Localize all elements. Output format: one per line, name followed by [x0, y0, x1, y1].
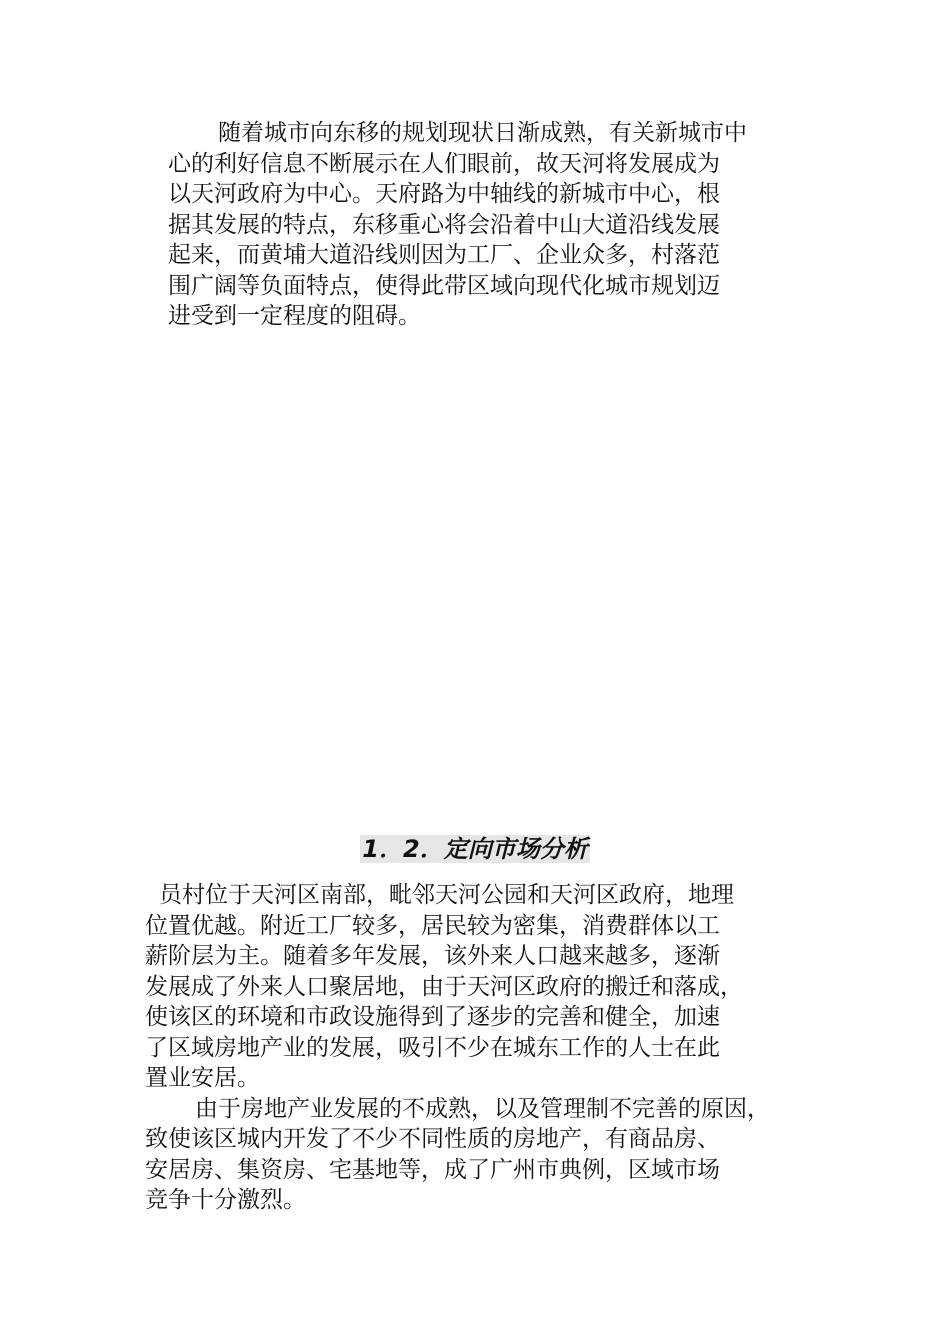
paragraph-line: 起来，而黄埔大道沿线则因为工厂、企业众多，村落范: [168, 242, 720, 268]
section-heading: [0, 832, 950, 866]
paragraph-line: 心的利好信息不断展示在人们眼前，故天河将发展成为: [168, 150, 720, 177]
paragraph-new-city-center: [168, 118, 747, 332]
paragraph-line: 员村位于天河区南部，毗邻天河公园和天河区政府，地理: [159, 882, 734, 908]
paragraph-line: 薪阶层为主。随着多年发展，该外来人口越来越多，逐渐: [145, 943, 720, 969]
paragraph-line: 以天河政府为中心。天府路为中轴线的新城市中心，根: [168, 181, 720, 207]
section-heading-text: 1．2．定向市场分析: [362, 835, 588, 863]
paragraph-line: 围广阔等负面特点，使得此带区域向现代化城市规划迈: [168, 272, 720, 299]
paragraph-line: 发展成了外来人口聚居地，由于天河区政府的搬迁和落成，: [145, 973, 743, 1000]
paragraph-line: 使该区的环境和市政设施得到了逐步的完善和健全，加速: [145, 1004, 720, 1030]
paragraph-line: 随着城市向东移的规划现状日渐成熟，有关新城市中: [218, 120, 747, 146]
paragraph-line: 置业安居。: [145, 1065, 260, 1091]
paragraph-line: 竞争十分激烈。: [145, 1187, 306, 1213]
paragraph-line: 据其发展的特点，东移重心将会沿着中山大道沿线发展: [168, 211, 720, 238]
paragraph-line: 位置优越。附近工厂较多，居民较为密集，消费群体以工: [145, 912, 720, 939]
paragraph-market-analysis: [145, 880, 770, 1216]
paragraph-line: 致使该区城内开发了不少不同性质的房地产，有商品房、: [145, 1126, 720, 1152]
paragraph-line: 安居房、集资房、宅基地等，成了广州市典例，区域市场: [145, 1156, 720, 1183]
paragraph-line: 由于房地产业发展的不成熟，以及管理制不完善的原因，: [195, 1095, 770, 1122]
paragraph-line: 了区域房地产业的发展，吸引不少在城东工作的人士在此: [145, 1034, 720, 1061]
paragraph-line: 进受到一定程度的阻碍。: [168, 303, 421, 329]
